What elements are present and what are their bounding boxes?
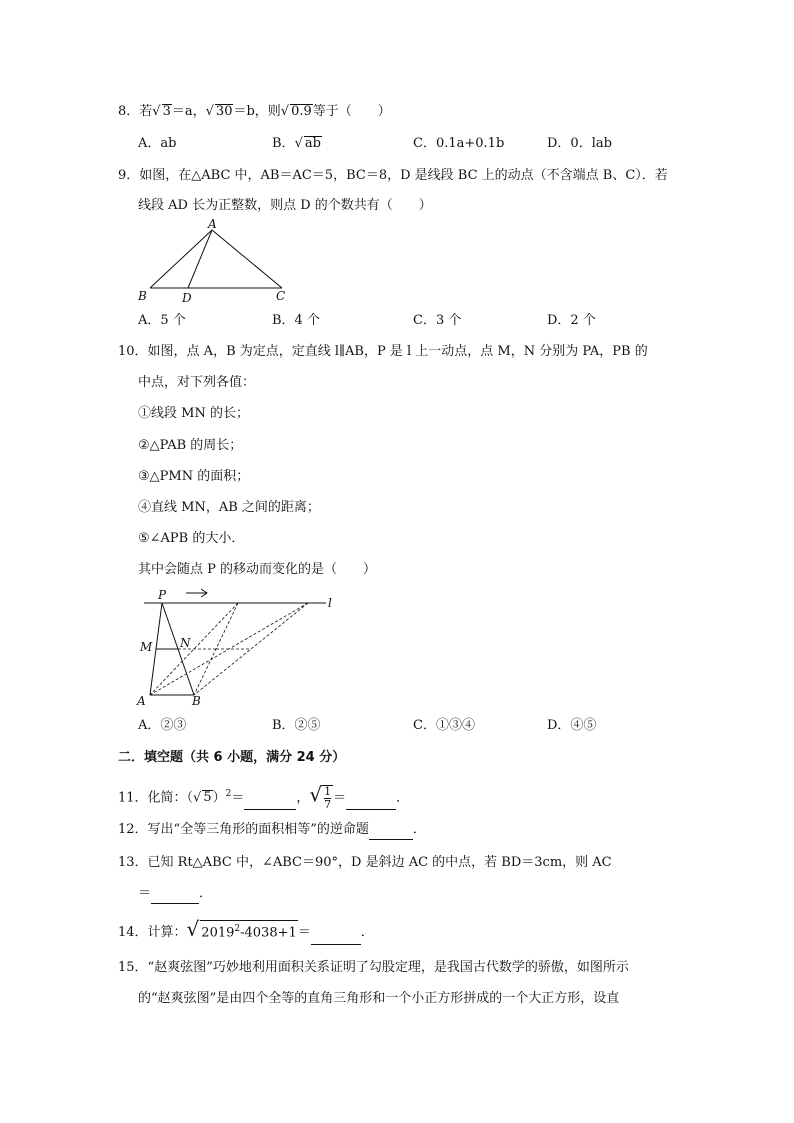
q10-item-1: ①线段 MN 的长； — [138, 406, 249, 421]
q9-option-c[interactable]: C．3 个 — [413, 313, 462, 328]
q10-line-2: 中点，对下列各值： — [138, 375, 256, 390]
q11-denominator: 7 — [324, 797, 332, 811]
q12-text: 12．写出“全等三角形的面积相等”的逆命题 — [118, 822, 369, 837]
q8-option-b-radicand: ab — [304, 136, 321, 151]
q11-text: 11．化简：（ — [118, 790, 194, 806]
q10-option-b[interactable]: B．②⑤ — [272, 718, 321, 733]
label-b: B — [138, 289, 147, 303]
q14-base: 2019 — [201, 925, 235, 940]
label-n: N — [180, 636, 191, 650]
q14-text: 14．计算： — [118, 925, 187, 940]
q8-radicand-1: 3 — [162, 104, 171, 119]
q10-item-4: ④直线 MN，AB 之间的距离； — [138, 500, 320, 515]
q11-text: ． — [396, 790, 410, 806]
label-a: A — [137, 694, 146, 708]
q8-option-b-label: B． — [272, 136, 295, 151]
q8-option-a[interactable]: A．ab — [138, 136, 177, 151]
label-l: l — [328, 596, 332, 610]
q10-ask: 其中会随点 P 的移动而变化的是（ ） — [138, 562, 377, 577]
label-a: A — [208, 218, 217, 231]
q13-text: ． — [199, 886, 213, 901]
q14-blank[interactable] — [311, 922, 361, 945]
q13-line-1: 13．已知 Rt△ABC 中，∠ABC＝90°，D 是斜边 AC 的中点，若 BD＝3cm，则 AC — [118, 855, 612, 870]
q10-item-3: ③△PMN 的面积； — [138, 469, 250, 484]
q9-line-1: 9．如图，在△ABC 中，AB＝AC＝5，BC＝8，D 是线段 BC 上的动点（不含端点 B、C）．若 — [118, 168, 668, 183]
label-b: B — [192, 694, 201, 708]
q8-option-d[interactable]: D．0．lab — [547, 136, 612, 151]
q11-numerator: 1 — [324, 784, 332, 798]
q11-text: ） — [212, 790, 226, 806]
q10-item-5: ⑤∠APB 的大小． — [138, 531, 245, 546]
q10-item-2: ②△PAB 的周长； — [138, 438, 243, 453]
q13-line-2 — [138, 885, 212, 904]
q9-option-d[interactable]: D．2 个 — [547, 313, 596, 328]
q11-fraction — [322, 785, 333, 811]
sqrt-symbol: √ — [294, 136, 303, 151]
q11-blank-2[interactable] — [346, 787, 396, 810]
q10-option-d[interactable]: D．④⑤ — [547, 718, 597, 733]
q8-stem — [118, 103, 391, 121]
q10-line-1: 10．如图，点 A，B 为定点，定直线 l∥AB，P 是 l 上一动点，点 M，N 分别为 PA，PB 的 — [118, 344, 648, 359]
q15-line-2: 的“赵爽弦图”是由四个全等的直角三角形和一个小正方形拼成的一个大正方形，设直 — [138, 991, 620, 1006]
q12-text: ． — [412, 822, 426, 837]
q8-radicand-2: 30 — [215, 104, 233, 119]
q14-rest: -4038+1 — [240, 925, 297, 940]
sqrt-symbol: √ — [309, 782, 323, 807]
segment-ac — [212, 230, 282, 288]
label-m: M — [140, 640, 153, 654]
q13-blank[interactable] — [151, 885, 199, 904]
q8-option-c[interactable]: C．0.1a+0.1b — [413, 136, 505, 151]
q9-triangle-figure — [130, 218, 300, 306]
sqrt-symbol: √ — [186, 917, 200, 941]
q14-text: ． — [360, 925, 374, 940]
q10-figure — [132, 583, 342, 709]
label-c: C — [276, 289, 286, 303]
q8-option-b[interactable] — [272, 135, 322, 153]
q8-text: 等于（ ） — [312, 104, 391, 119]
q11-blank-1[interactable] — [244, 787, 296, 810]
q9-option-b[interactable]: B．4 个 — [272, 313, 320, 328]
q10-option-c[interactable]: C．①③④ — [413, 718, 475, 733]
sqrt-symbol: √ — [193, 790, 202, 806]
q9-option-a[interactable]: A．5 个 — [138, 313, 186, 328]
q8-text: 8．若 — [118, 104, 153, 119]
label-p: P — [158, 588, 167, 602]
q14-exponent: 2 — [234, 923, 241, 934]
q11-exponent: 2 — [225, 789, 232, 799]
q11-text: ＝ — [231, 790, 245, 806]
q14-text: ＝ — [297, 925, 311, 940]
sqrt-symbol: √ — [152, 104, 161, 119]
q15-line-1: 15．“赵爽弦图”巧妙地利用面积关系证明了勾股定理，是我国古代数学的骄傲，如图所示 — [118, 960, 629, 975]
q11 — [118, 783, 409, 811]
q14 — [118, 918, 374, 945]
q12 — [118, 821, 426, 840]
sqrt-symbol: √ — [280, 104, 290, 119]
q11-radicand: 5 — [203, 790, 212, 806]
q10-option-a[interactable]: A．②③ — [138, 718, 187, 733]
q12-blank[interactable] — [369, 821, 413, 840]
q11-text: ， — [296, 790, 310, 806]
q9-line-2: 线段 AD 长为正整数，则点 D 的个数共有（ ） — [138, 198, 432, 213]
label-d: D — [182, 291, 192, 305]
q11-text: ＝ — [333, 790, 347, 806]
q8-radicand-3: 0.9 — [291, 104, 312, 119]
sqrt-symbol: √ — [205, 104, 214, 119]
section-heading: 二．填空题（共 6 小题，满分 24 分） — [118, 750, 346, 765]
q14-radicand — [200, 920, 297, 941]
q8-text: ＝b，则 — [233, 104, 281, 119]
segment-ab — [150, 230, 212, 288]
q8-text: ＝a， — [171, 104, 206, 119]
segment-ad — [188, 230, 212, 288]
q13-text: ＝ — [138, 886, 152, 901]
